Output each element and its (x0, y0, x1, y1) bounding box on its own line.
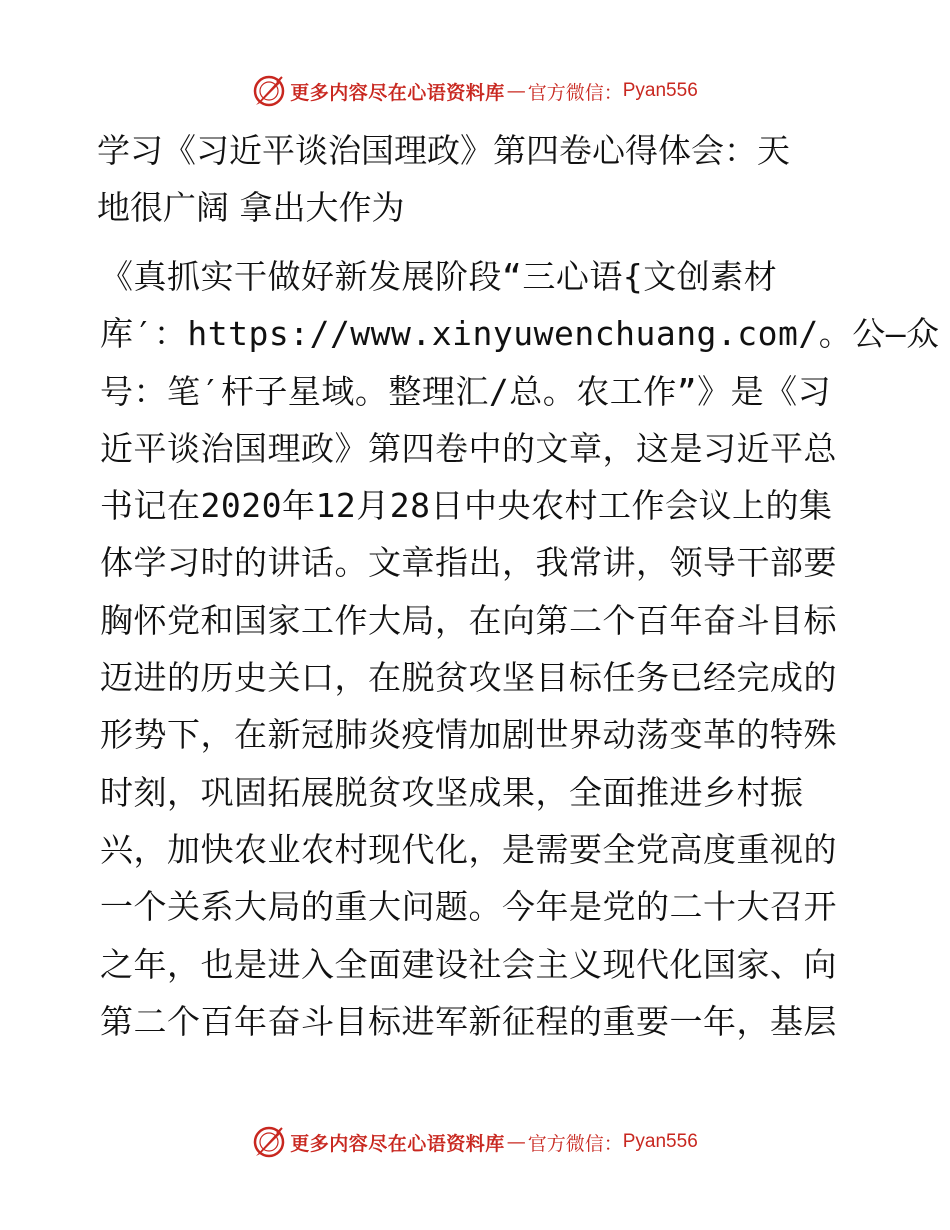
article-body (100, 248, 940, 1050)
body-line: 迈进的历史关口，在脱贫攻坚目标任务已经完成的 (100, 658, 837, 698)
banner-contact-label: 官方微信： (527, 1132, 623, 1155)
quill-pen-logo-icon (252, 74, 286, 108)
body-line: 一个关系大局的重大问题。今年是党的二十大召开 (100, 887, 837, 927)
banner-separator: — (506, 80, 526, 102)
title-line: 学习《习近平谈治国理政》第四卷心得体会：天 (97, 131, 790, 170)
banner-contact-label: 官方微信： (527, 81, 623, 104)
banner-contact-id: Pyan556 (622, 1131, 698, 1152)
body-line: 号：笔′杆子星域。整理汇/总。农工作”》是《习 (100, 371, 832, 411)
banner-site-name: 更多内容尽在心语资料库 (290, 1132, 505, 1155)
body-line: 第二个百年奋斗目标进军新征程的重要一年，基层 (100, 1001, 837, 1041)
footer-banner[interactable] (0, 1122, 950, 1162)
banner-contact-id: Pyan556 (622, 80, 698, 101)
body-line: 库′：https://www.xinyuwenchuang.com/。公—众 (100, 314, 940, 354)
header-banner[interactable] (0, 71, 950, 111)
body-line: 兴，加快农业农村现代化，是需要全党高度重视的 (100, 829, 837, 869)
body-line: 形势下，在新冠肺炎疫情加剧世界动荡变革的特殊 (100, 715, 837, 755)
body-line: 时刻，巩固拓展脱贫攻坚成果，全面推进乡村振 (100, 772, 804, 812)
body-line: 胸怀党和国家工作大局，在向第二个百年奋斗目标 (100, 600, 837, 640)
body-line: 近平谈治国理政》第四卷中的文章，这是习近平总 (100, 428, 837, 468)
banner-site-name: 更多内容尽在心语资料库 (290, 81, 505, 104)
body-line: 体学习时的讲话。文章指出，我常讲，领导干部要 (100, 543, 837, 583)
banner-separator: — (506, 1131, 526, 1153)
body-line: 《真抓实干做好新发展阶段“三心语{文创素材 (100, 257, 778, 296)
body-line: 之年，也是进入全面建设社会主义现代化国家、向 (100, 944, 837, 984)
body-line: 书记在2020年12月28日中央农村工作会议上的集 (100, 486, 833, 526)
page-title (97, 122, 857, 236)
quill-pen-logo-icon (252, 1125, 286, 1159)
title-line: 地很广阔 拿出大作为 (97, 188, 405, 227)
